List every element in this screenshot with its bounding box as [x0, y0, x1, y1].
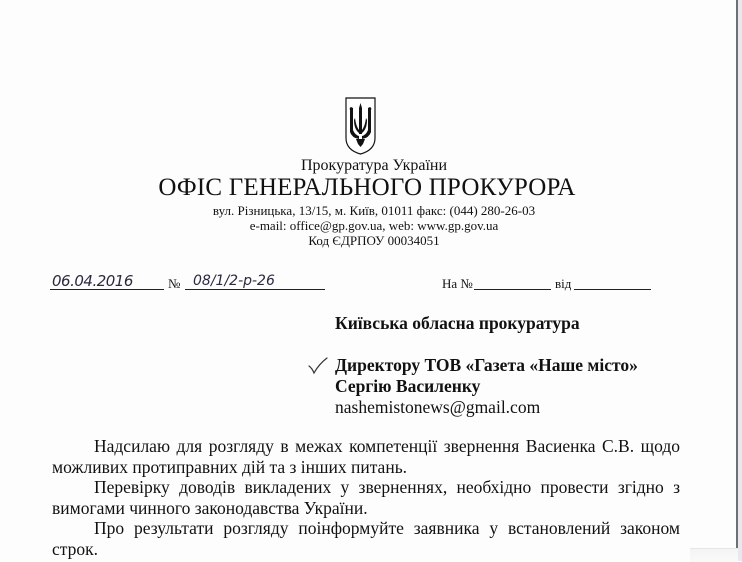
org-name: ОФІС ГЕНЕРАЛЬНОГО ПРОКУРОРА [158, 174, 576, 201]
reply-number-field [474, 288, 551, 290]
letter-body [52, 436, 680, 559]
ukraine-coat-of-arms-icon [344, 94, 377, 156]
reply-number-label: На № [442, 276, 473, 291]
org-address: вул. Різницька, 13/15, м. Київ, 01011 факс: (044) 280-26-03 [212, 203, 536, 218]
page-edge-strip [738, 0, 742, 561]
number-label: № [168, 276, 181, 291]
handwritten-check-icon [307, 357, 329, 375]
addressee-name: Сергію Василенку [335, 376, 481, 396]
org-parent: Прокуратура України [300, 157, 448, 174]
addressee-director: Директору ТОВ «Газета «Наше місто» [335, 355, 638, 375]
body-paragraph: Про результати розгляду поінформуйте заявника у встановлений законом строк. [52, 518, 680, 559]
reference-row [0, 272, 736, 294]
body-paragraph: Надсилаю для розгляду в межах компетенції звернення Васиенка С.В. щодо можливих протиправних дій та з інших питань. [52, 436, 680, 477]
page-bottom-shadow [690, 548, 738, 562]
body-paragraph: Перевірку доводів викладених у зверненнях, необхідно провести згідно з вимогами чинного законодавства України. [52, 477, 680, 518]
org-contacts: e-mail: office@gp.gov.ua, web: www.gp.gov.ua [249, 218, 499, 233]
org-code: Код ЄДРПОУ 00034051 [308, 233, 440, 248]
outgoing-date-field: 06.04.2016 [50, 272, 164, 290]
addressee-regional-prosecutor: Київська обласна прокуратура [335, 313, 580, 333]
outgoing-number-field: 08/1/2-р-26 [185, 272, 325, 290]
from-date-label: від [555, 276, 572, 291]
addressee-email: nashemistonews@gmail.com [335, 397, 541, 417]
from-date-field [574, 288, 651, 290]
